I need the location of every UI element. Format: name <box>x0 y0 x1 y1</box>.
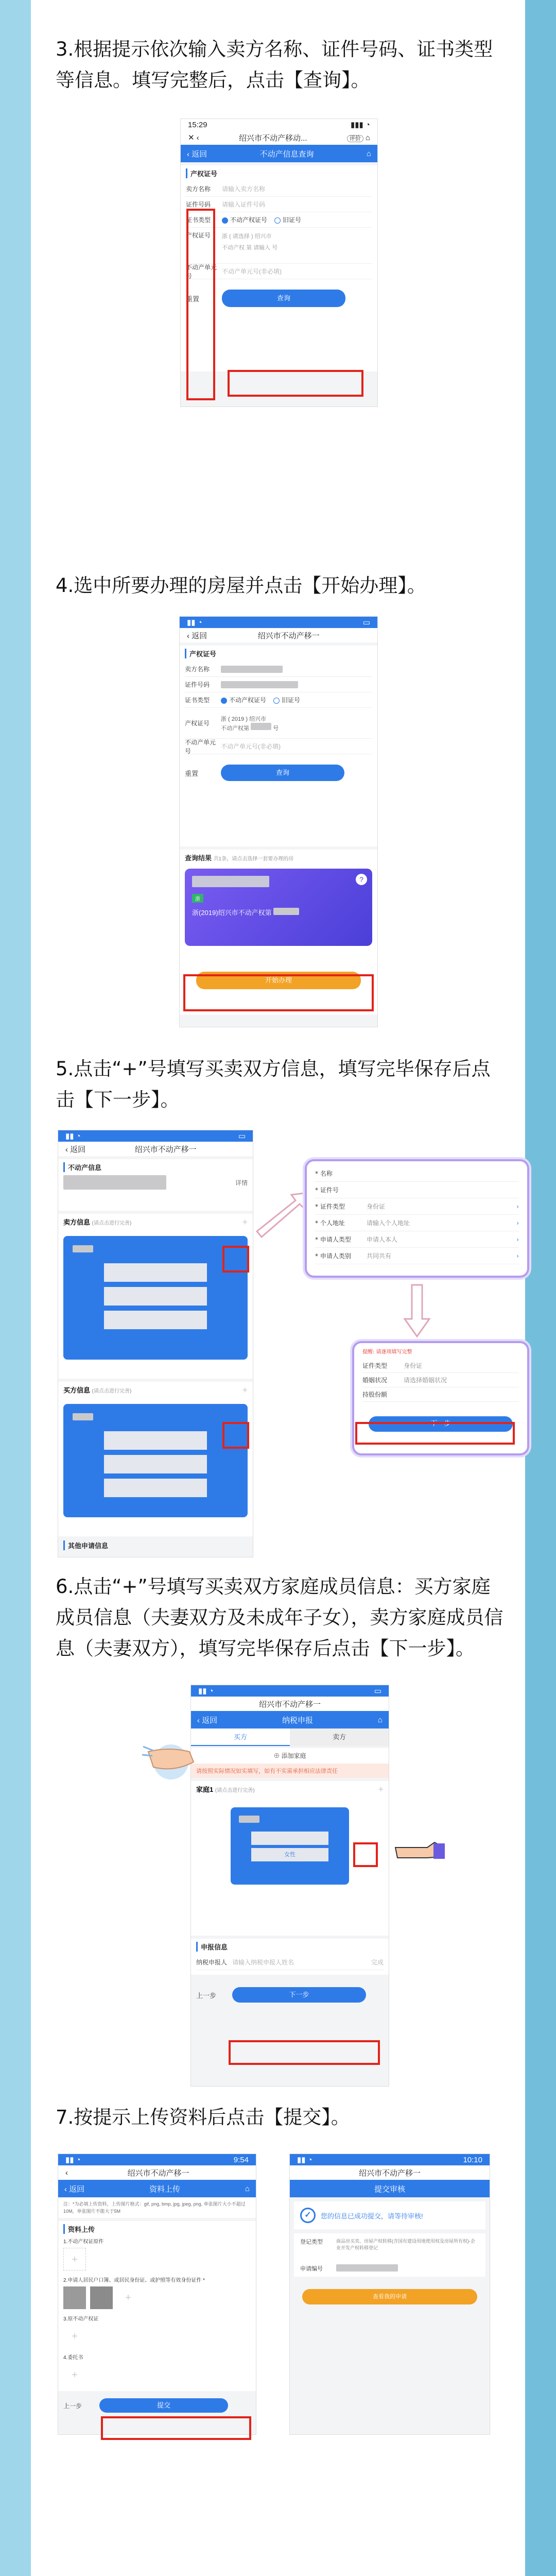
apply-row[interactable] <box>196 1955 384 1970</box>
blue-header <box>191 1711 389 1728</box>
radio-new[interactable] <box>222 215 267 224</box>
popup-row[interactable] <box>315 1165 519 1182</box>
help-icon[interactable]: ? <box>356 874 367 885</box>
signal-icon: ▮▮▮ ◔ <box>351 121 370 129</box>
radio-label: 旧证号 <box>283 216 302 224</box>
back-label: 返回 <box>192 149 207 159</box>
buyer-hint: (请点击进行完善) <box>92 1388 132 1394</box>
upload-item-label: 2.申请人居民户口簿、或居民身份证、或护照等有效身份证件 * <box>63 2278 205 2283</box>
battery-icon: ▭ <box>362 618 370 627</box>
result-hint: 共1条，请点击选择一套要办理的房 <box>213 856 294 862</box>
page-title: 资料上传 <box>149 2184 181 2194</box>
tab-bar <box>191 1728 389 1746</box>
radio-old[interactable] <box>273 696 300 704</box>
status-bar <box>181 119 377 130</box>
upload-item-label: 3.原不动产权证 <box>63 2316 99 2322</box>
redacted-value <box>104 1287 207 1306</box>
prev-button[interactable]: 上一步 <box>63 2402 82 2410</box>
seller-header <box>63 1217 248 1228</box>
prefix: 浙 <box>221 716 227 722</box>
redacted-value <box>73 1413 93 1420</box>
highlight-add-buyer <box>222 1422 249 1449</box>
id-input[interactable]: 请输入证件号码 <box>222 201 266 208</box>
field-seller[interactable] <box>186 181 372 197</box>
page-title: 纳税申报 <box>282 1716 314 1725</box>
notice-text: 注：*为必填上传资料，上传图片格式：gif, png, bmp, jpg, jpeg, png, 单张图片大小不超过10M，单张图片不能大于5M <box>58 2197 256 2218</box>
arrow-to-popup <box>254 1188 311 1239</box>
highlight-next <box>229 2040 380 2065</box>
redacted-value <box>221 666 283 673</box>
section-title: 资料上传 <box>63 2224 251 2234</box>
radio-dot <box>273 698 280 704</box>
popup-party-form <box>305 1159 529 1278</box>
info-box <box>294 2233 485 2277</box>
radio-dot <box>222 217 228 224</box>
mini-nav <box>58 1142 253 1156</box>
section-title: 产权证号 <box>186 168 372 178</box>
year-select[interactable]: 请选择 <box>232 233 250 240</box>
family-header <box>196 1784 384 1795</box>
buyer-title <box>63 1385 131 1396</box>
value: 身份证 <box>404 1362 423 1369</box>
back-button[interactable]: ‹ 返回 <box>65 1145 86 1154</box>
signal-icon: ▮▮ ◔ <box>198 1687 214 1696</box>
chevron-right-icon: › <box>516 1219 519 1227</box>
status-bar <box>290 2154 490 2165</box>
popup-row[interactable] <box>362 1373 519 1387</box>
popup-row[interactable] <box>315 1248 519 1264</box>
highlight-start <box>183 974 374 1011</box>
label: 婚姻状况 <box>362 1377 388 1384</box>
buyer-header <box>63 1385 248 1396</box>
step-7-title: 7.按提示上传资料后点击【提交】。 <box>56 2106 350 2128</box>
label: * 个人地址 <box>315 1219 345 1227</box>
back-button[interactable]: ‹ 返回 <box>64 2184 85 2194</box>
field-row <box>185 662 372 677</box>
redacted-value <box>104 1311 207 1329</box>
seller-input[interactable]: 请输入卖方名称 <box>222 185 266 193</box>
family-label: 家庭1 <box>196 1786 214 1793</box>
chevron-right-icon: › <box>516 1252 519 1260</box>
clock: 9:54 <box>233 2155 249 2164</box>
redacted-value <box>104 1455 207 1473</box>
card-cert: 浙(2019)绍兴市不动产权第 <box>192 909 272 917</box>
my-applications-button[interactable]: 查看我的申请 <box>302 2289 477 2304</box>
action-row <box>185 765 372 781</box>
phone-upload <box>58 2154 256 2435</box>
step-6-title: 6.点击“+”号填写买卖双方家庭成员信息：买方家庭成员信息（夫妻双方及未成年子女），卖方家庭成员信息（夫妻双方），填写完毕保存后点击【下一步】。 <box>56 1575 503 1659</box>
status-bar <box>58 2154 256 2165</box>
back-button[interactable]: ‹ 返回 <box>187 631 207 640</box>
rate-badge[interactable]: 评价 <box>347 135 363 142</box>
apply-input[interactable]: 请输入纳税申报人姓名 <box>232 1959 294 1966</box>
status-bar <box>191 1685 389 1697</box>
status-bar <box>180 617 377 628</box>
cert-no-value: 浙 ( 2019 ) 绍兴市 不动产权第 号 <box>221 716 279 732</box>
popup-row[interactable] <box>362 1359 519 1373</box>
radio-label: 旧证号 <box>282 697 301 704</box>
page-title: 不动产信息查询 <box>259 149 314 159</box>
clock: 10:10 <box>463 2155 482 2164</box>
back-button[interactable]: ‹ 返回 <box>197 1716 218 1725</box>
add-member-icon[interactable]: + <box>378 1784 384 1794</box>
nav-title: 绍兴市不动产移一 <box>258 1700 321 1709</box>
value: 请选择婚姻状况 <box>404 1377 447 1384</box>
success-box <box>294 2201 485 2229</box>
cert-word: 不动产权 <box>222 245 245 251</box>
redacted-value <box>104 1479 207 1497</box>
label: 申请编号 <box>300 2266 323 2272</box>
apply-suffix: 完成 <box>371 1959 384 1966</box>
label: * 申请人类别 <box>315 1252 351 1260</box>
member-card[interactable] <box>231 1807 349 1885</box>
member-gender: 女性 <box>251 1848 328 1861</box>
mini-nav <box>290 2165 490 2180</box>
highlight-labels <box>186 209 215 400</box>
highlight-submit <box>101 2416 251 2440</box>
highlight-next <box>355 1422 515 1445</box>
value: 请输入个人地址 <box>367 1219 410 1227</box>
label: 证件类型 <box>362 1362 388 1369</box>
next-button[interactable]: 下一步 <box>232 1987 366 2003</box>
reset-button[interactable]: 重置 <box>186 295 200 303</box>
buyer-card[interactable] <box>63 1404 248 1517</box>
mini-nav <box>180 628 377 642</box>
upload-add-icon[interactable]: + <box>125 2292 131 2303</box>
popup-row[interactable] <box>315 1231 519 1248</box>
family-hint: (请点击进行完善) <box>215 1788 255 1793</box>
upload-item-label: 1.不动产权证原件 <box>63 2239 104 2245</box>
family-title <box>196 1784 255 1795</box>
field-row <box>185 692 372 708</box>
redacted-value <box>251 723 271 730</box>
signal-icon: ▮▮ ◔ <box>187 618 202 627</box>
plus-circle-icon: ⊕ <box>273 1752 280 1759</box>
redacted-value <box>104 1263 207 1282</box>
notice-text: 请按照实际情况如实填写，如有不实需承担相应法律责任 <box>191 1764 389 1778</box>
upload-add-icon[interactable]: + <box>72 2331 78 2342</box>
upload-item-label: 4.委托书 <box>63 2355 83 2361</box>
step-5-title: 5.点击“+”号填写买卖双方信息，填写完毕保存后点击【下一步】。 <box>56 1058 491 1111</box>
add-seller-icon[interactable]: + <box>242 1217 248 1227</box>
status-bar <box>58 1130 253 1142</box>
phone-family <box>190 1685 389 2087</box>
num-input[interactable]: 请输入 <box>253 245 271 251</box>
upload-section <box>58 2221 256 2391</box>
back-button[interactable]: ‹ 返回 <box>187 149 207 159</box>
submit-button[interactable]: 提交 <box>99 2398 228 2413</box>
label: 登记类型 <box>300 2239 323 2245</box>
step-4-title: 4.选中所要办理的房屋并点击【开始办理】。 <box>56 574 426 597</box>
back-label: 返回 <box>69 2184 85 2194</box>
popup-row[interactable] <box>315 1215 519 1231</box>
buyer-label: 买方信息 <box>63 1386 91 1394</box>
phone-submitted <box>289 2154 490 2435</box>
page-title: 提交审核 <box>374 2184 405 2194</box>
home-icon[interactable]: ⌂ <box>365 133 370 142</box>
label: 产权证号 <box>186 232 211 239</box>
city: 绍兴市 <box>254 233 272 240</box>
popup-row[interactable] <box>315 1198 519 1215</box>
back-label: 返回 <box>202 1716 218 1725</box>
upload-add-icon[interactable]: + <box>63 2248 86 2270</box>
city: 绍兴市 <box>249 716 267 722</box>
blue-header <box>290 2180 490 2197</box>
label: * 证件号 <box>315 1187 339 1194</box>
seller-title <box>63 1217 131 1228</box>
battery-icon: ▭ <box>238 1132 246 1141</box>
label: * 证件类型 <box>315 1203 345 1210</box>
card-tag: 浙 <box>192 894 203 903</box>
prefix: 浙 <box>222 233 228 240</box>
signal-icon: ▮▮ ◔ <box>65 1132 81 1141</box>
hao: 号 <box>272 245 278 251</box>
label: 产权证号 <box>185 720 210 727</box>
hand-pointer-icon <box>138 1731 205 1783</box>
label: 卖方名称 <box>185 666 210 673</box>
redacted-value <box>273 908 299 915</box>
signal-icon: ▮▮ ◔ <box>65 2156 81 2164</box>
start-button[interactable]: 开始办理 <box>196 972 361 989</box>
popup-rows <box>307 1161 527 1268</box>
estate-row <box>63 1175 248 1190</box>
label: 卖方名称 <box>186 185 211 193</box>
battery-icon: ▭ <box>374 1687 381 1696</box>
radio-label: 不动产权证号 <box>230 216 268 224</box>
radio-new[interactable] <box>221 696 266 704</box>
seller-hint: (请点击进行完善) <box>92 1221 132 1226</box>
label: 证件号码 <box>185 681 210 688</box>
section-title: 不动产信息 <box>63 1162 248 1172</box>
hao: 号 <box>273 725 279 732</box>
radio-label: 不动产权证号 <box>229 697 267 704</box>
reg-row <box>300 2238 479 2261</box>
uploaded-image[interactable] <box>63 2286 86 2309</box>
result-header <box>185 853 372 862</box>
footer-actions <box>191 1978 389 2012</box>
nav-title: 绍兴市不动产移一 <box>134 1145 197 1154</box>
redacted-value <box>192 876 269 887</box>
footer-actions <box>58 2394 256 2417</box>
apply-section <box>191 1939 389 1975</box>
house-card[interactable] <box>185 869 372 946</box>
blue-header <box>58 2180 256 2197</box>
label: 证书类型 <box>185 697 210 704</box>
radio-dot <box>221 698 227 704</box>
phone-parties <box>58 1130 253 1557</box>
value: 申请人本人 <box>367 1236 398 1243</box>
label: 证件号码 <box>186 201 211 208</box>
value: 共同共有 <box>367 1252 392 1260</box>
close-icon[interactable]: ✕ ‹ <box>188 133 199 142</box>
unit-input[interactable]: 不动产单元号(非必填) <box>222 268 282 275</box>
label: 持股份额 <box>362 1391 388 1398</box>
unit-input[interactable]: 不动产单元号(非必填) <box>221 743 281 750</box>
form-section <box>180 646 377 846</box>
popup-row[interactable] <box>362 1387 519 1402</box>
label: 不动产单元号 <box>186 263 217 280</box>
chevron-right-icon: › <box>516 1202 519 1210</box>
value: 身份证 <box>367 1203 386 1210</box>
redacted-value <box>251 1832 328 1845</box>
add-family-row[interactable] <box>191 1748 389 1764</box>
other-section-title: 其他申请信息 <box>63 1540 248 1550</box>
redacted-value <box>221 681 298 688</box>
seller-section <box>58 1214 253 1379</box>
warning-text: 提醒: 请逐项填写完整 <box>362 1349 412 1355</box>
query-button[interactable]: 查询 <box>222 290 345 307</box>
buyer-section <box>58 1382 253 1536</box>
section-title: 申报信息 <box>196 1942 384 1952</box>
next-button[interactable]: 下一步 <box>369 1416 513 1432</box>
check-circle-icon: ✓ <box>300 2208 316 2223</box>
phone-result <box>179 616 378 1027</box>
section-title: 产权证号 <box>185 649 372 658</box>
redacted-value <box>104 1431 207 1450</box>
signal-icon: ▮▮ ◔ <box>297 2156 312 2164</box>
hand-pointer-icon <box>391 1834 448 1865</box>
highlight-add-member <box>353 1842 378 1867</box>
year: 2019 <box>231 716 245 722</box>
chevron-right-icon: › <box>516 1235 519 1243</box>
card-text <box>192 907 365 917</box>
tab-seller[interactable]: 卖方 <box>290 1728 389 1746</box>
nav-title: 绍兴市不动产移一 <box>257 631 320 640</box>
cert-word: 不动产权第 <box>221 725 249 732</box>
highlight-query <box>228 370 363 397</box>
estate-section <box>58 1159 253 1211</box>
field-row <box>185 677 372 692</box>
mini-nav <box>191 1697 389 1711</box>
upload-thumbs <box>63 2286 251 2309</box>
home-icon[interactable]: ⌂ <box>245 2184 250 2193</box>
mini-nav <box>58 2165 256 2180</box>
clock: 15:29 <box>188 120 207 129</box>
label: 纳税申报人 <box>196 1959 228 1966</box>
back-button[interactable]: ‹ <box>65 2168 68 2177</box>
details-link[interactable]: 详情 <box>235 1179 248 1187</box>
nav-title: 绍兴市不动产移一 <box>127 2168 189 2178</box>
blue-header <box>181 145 377 162</box>
apply-row <box>300 2264 479 2273</box>
label: * 申请人类型 <box>315 1236 351 1243</box>
home-icon[interactable]: ⌂ <box>366 149 371 158</box>
field-row <box>185 739 372 754</box>
uploaded-image[interactable] <box>90 2286 113 2309</box>
di: 第 <box>246 245 252 251</box>
upload-add-icon[interactable]: + <box>72 2369 78 2381</box>
radio-old[interactable] <box>274 215 301 224</box>
cert-no-inputs[interactable]: 浙 ( 请选择 ) 绍兴市 不动产权 第 请输入 号 <box>222 233 278 251</box>
popup-row[interactable] <box>315 1182 519 1198</box>
reset-button[interactable]: 重置 <box>185 769 199 777</box>
nav-title: 绍兴市不动产移一 <box>358 2168 421 2178</box>
highlight-add-seller <box>222 1246 249 1273</box>
home-icon[interactable]: ⌂ <box>377 1715 383 1724</box>
step-3-title: 3.根据提示依次输入卖方名称、证件号码、证书类型等信息。填写完整后，点击【查询】。 <box>56 38 493 91</box>
seller-label: 卖方信息 <box>63 1218 91 1226</box>
nav-title: 绍兴市不动产移动... <box>238 133 307 143</box>
label: 不动产单元号 <box>185 738 216 755</box>
arrow-down <box>402 1283 432 1340</box>
query-button[interactable]: 查询 <box>221 765 344 781</box>
add-family-label: 添加家庭 <box>281 1752 306 1759</box>
reg-value: 商品房买卖、房屋产权转移(含国有建设用地使用权及房屋所有权)-企业开发产权转移登记 <box>336 2239 475 2250</box>
radio-dot <box>274 217 281 224</box>
redacted-value <box>336 2264 398 2272</box>
success-text: 您的信息已成功提交，请等待审核! <box>321 2212 423 2220</box>
seller-card[interactable] <box>63 1236 248 1360</box>
back-label: 返回 <box>70 1145 86 1154</box>
prev-button[interactable]: 上一步 <box>196 1991 217 1999</box>
field-row <box>185 708 372 739</box>
add-buyer-icon[interactable]: + <box>242 1385 248 1395</box>
mini-nav <box>181 130 377 145</box>
label: * 名称 <box>315 1170 333 1177</box>
result-title: 查询结果 <box>185 854 212 862</box>
label: 证书类型 <box>186 216 211 224</box>
redacted-value <box>73 1245 93 1252</box>
redacted-value <box>239 1816 259 1823</box>
tab-buyer[interactable]: 买方 <box>191 1728 290 1746</box>
redacted-value <box>63 1175 166 1190</box>
back-label: 返回 <box>192 631 207 640</box>
